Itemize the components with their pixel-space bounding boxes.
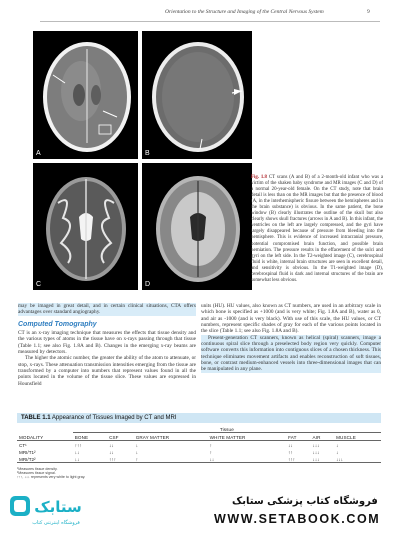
table-1-1 <box>17 413 381 478</box>
table-title-bar <box>17 413 381 423</box>
table-cell: ↑ <box>209 443 212 448</box>
caption-label: Fig. 1.8 <box>251 175 267 180</box>
logo-subtitle: فروشگاه اینترنتی کتاب <box>32 520 80 526</box>
table-footnotes <box>17 467 85 480</box>
mri-t2-panel-c <box>33 163 138 290</box>
table-header-row <box>17 433 381 441</box>
page-number: 9 <box>367 9 370 15</box>
ct-brain-image <box>33 31 138 159</box>
column-header: MODALITY <box>17 433 73 441</box>
table-cell: ↑ <box>134 455 208 463</box>
left-paragraph-2: The higher the atomic number, the greater the ability of the atom to attenuate, or stop, x-rays. These attenuation transmission intensities emerging from the tissue are transformed by a computer into numbers that represent values found in all the points located in the volume of the tissue slice. These values are expressed in Hounsfield <box>18 355 196 387</box>
column-header: FAT <box>286 433 310 441</box>
table-cell: MRI/T2² <box>17 455 73 463</box>
caption-text: CT scans (A and B) of a 2-month-old infant who was a victim of the shaken baby syndrome and MR images (C and D) of a normal 20-year-old female. On the CT study, note that brain detail is less than on the MR images but that the presence of blood (A, in the interhemispheric fissure between the hemispheres and in the brain substance) is obvious. In the same patient, the bone window (B) clearly illustrates the outline of the skull but also clearly shows skull fractures (arrows in A and B). In this infant, the ventricles on the left are largely compressed, and the gyri have largely disappeared because of pressure from bleeding into the hemisphere. This is evidence of increased intracranial pressure, potential compromised brain function, and possible brain herniation. The pressure results in the effacement of the sulci and gyri on the left side. In the T2-weighted image (C), cerebrospinal fluid is white, internal brain structures are seen in excellent detail, and sensitivity is obvious. In the T1-weighted image (D), cerebrospinal fluid is dark and internal structures of the brain are somewhat less obvious. <box>251 175 383 283</box>
column-header: GRAY MATTER <box>134 433 208 441</box>
page-header <box>0 0 400 24</box>
tissue-appearance-table <box>17 425 381 463</box>
right-paragraph-2: Present-generation CT scanners, known as helical (spiral) scanners, image a continuous spiral slice through a preselected body region very quickly. Computer software converts this information into contiguous slices of a chosen thickness. This technique eliminates movement artifacts and enables reconstruction of soft tissues, bone, or contrast medium-enhanced vessels into three-dimensional images that can be manipulated in any plane. <box>201 334 381 373</box>
column-header: WHITE MATTER <box>208 433 287 441</box>
panel-label-b: B <box>145 150 150 157</box>
logo-text: ستابک <box>34 498 82 516</box>
mri-t2-brain-image <box>33 163 138 290</box>
running-head: Orientation to the Structure and Imaging of the Central Nervous System <box>165 9 324 15</box>
left-column <box>18 303 196 387</box>
column-header: AIR <box>311 433 335 441</box>
column-header: BONE <box>73 433 107 441</box>
table-cell: ↑↑↑ <box>107 455 134 463</box>
ct-scan-panel-a <box>33 31 138 159</box>
header-rule <box>40 21 380 22</box>
publisher-watermark <box>0 492 400 533</box>
panel-label-c: C <box>36 281 42 288</box>
table-cell: CT¹ <box>19 443 27 448</box>
table-cell: ↓ <box>135 450 138 455</box>
table-cell: ↑↑↑ <box>74 443 82 448</box>
setabook-logo <box>8 492 94 532</box>
table-cell: ↓↓↓ <box>312 443 320 448</box>
section-heading: Computed Tomography <box>18 320 97 328</box>
table-cell: MRI/T1² <box>19 450 36 455</box>
table-row <box>17 448 381 455</box>
table-footnote: ↑↑↑, ↓↓↓ represents very white to light gray. <box>17 475 86 480</box>
table-row <box>17 441 381 449</box>
table-cell: ↓ <box>336 450 339 455</box>
table-cell: ↓↓ <box>74 450 80 455</box>
table-footnote: ²Measures tissue signal. <box>17 471 56 476</box>
table-cell: ↓↓ <box>73 455 107 463</box>
table-cell: ↓↓ <box>288 443 293 448</box>
table-row <box>17 455 381 463</box>
right-column <box>201 303 381 373</box>
table-footnote: ¹Measures tissue density. <box>17 467 58 471</box>
table-cell: ↓ <box>135 443 138 448</box>
figure-caption <box>251 175 383 284</box>
column-header: CSF <box>107 433 134 441</box>
table-cell: ↓↓ <box>109 443 114 448</box>
ct-bone-window-image <box>142 31 252 159</box>
ct-scan-panel-b <box>142 31 252 159</box>
table-group-header: Tissue <box>73 425 381 433</box>
table-label: TABLE 1.1 <box>21 415 51 421</box>
mri-t1-brain-image <box>142 163 252 290</box>
table-cell: ↓↓↓ <box>312 450 320 455</box>
logo-graphic <box>8 492 94 532</box>
table-cell: ↓ <box>336 443 339 448</box>
table-cell: ↓↓↓ <box>334 455 381 463</box>
left-paragraph-1: CT is an x-ray imaging technique that measures the effects that tissue density and the various types of atoms in the tissue have on x-rays passing through that tissue (Table 1.1; see also Fig. 1.8A and B). Changes in the emerging x-ray beams are measured by detectors. <box>18 330 196 356</box>
table-title: Appearance of Tissues Imaged by CT and MRI <box>51 415 177 421</box>
panel-label-d: D <box>145 281 151 288</box>
table-cell: ↑↑ <box>288 450 293 455</box>
table-cell: ↓↓ <box>109 450 114 455</box>
mri-t1-panel-d <box>142 163 252 290</box>
store-title: فروشگاه کتاب پزشکی ستابک <box>232 496 378 507</box>
left-intro-paragraph: may be imaged in great detail, and in certain clinical situations, CTA offers advantages over standard angiography. <box>18 303 196 316</box>
column-header: MUSCLE <box>334 433 381 441</box>
store-url[interactable]: WWW.SETABOOK.COM <box>214 512 381 526</box>
table-cell: ↑↑↑ <box>286 455 310 463</box>
right-paragraph-1: units (HU). HU values, also known as CT numbers, are used in an arbitrary scale in which bone is specified as +1000 (and is very white; Fig. 1.8A and B), water as 0, and air as -1000 (and is very black). With use of this scale, the HU values, or CT numbers, represent specific shades of gray for each of the various points located in the slice (Table 1.1; see also Fig. 1.8A and B). <box>201 303 381 335</box>
table-cell: ↑ <box>209 450 212 455</box>
table-cell: ↓↓↓ <box>311 455 335 463</box>
table-cell: ↓↓ <box>208 455 287 463</box>
panel-label-a: A <box>36 150 41 157</box>
